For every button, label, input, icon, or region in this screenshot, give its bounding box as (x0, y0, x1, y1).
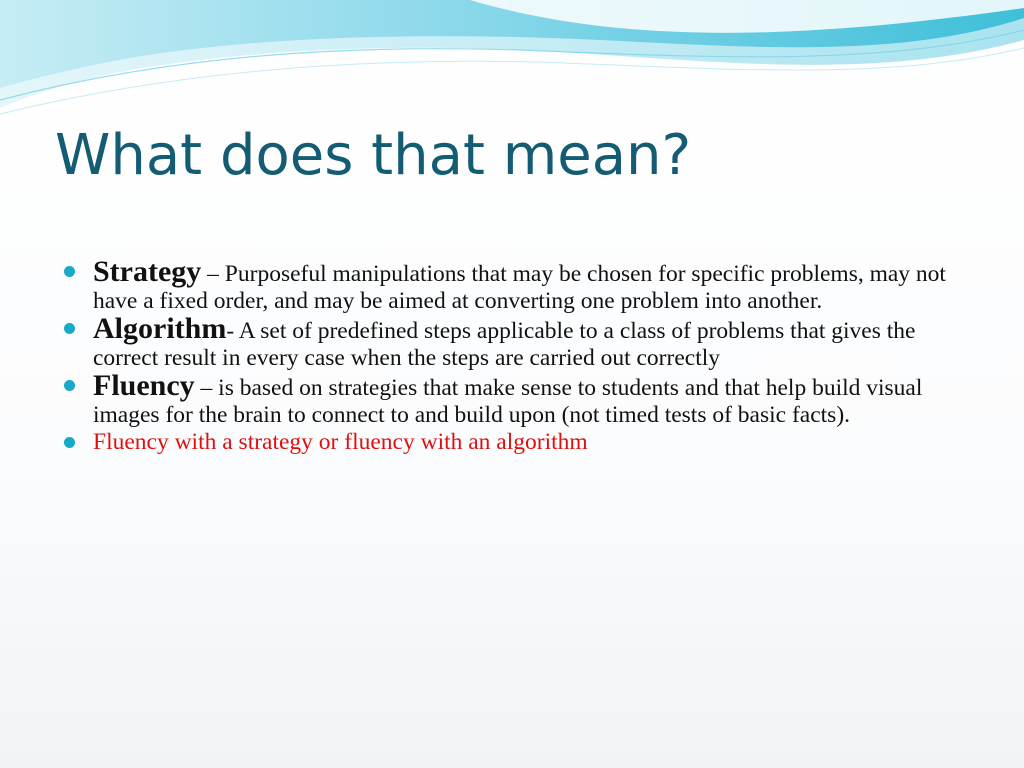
bullet-text: is based on strategies that make sense to students and that help build visual images for the brain to connect to and build upon (not timed tests of basic facts). (93, 375, 923, 428)
bullet-highlight (60, 429, 960, 456)
bullet-separator: – (201, 261, 225, 287)
bullet-separator: – (194, 375, 219, 401)
bullet-term: Strategy (93, 255, 202, 288)
bullet-marker-icon (64, 437, 75, 448)
bullet-text: Purposeful manipulations that may be chosen for specific problems, may not have a fixed order, and may be aimed at converting one problem into another. (93, 261, 946, 314)
bullet-algorithm (60, 312, 960, 372)
highlight-text: Fluency with a strategy or fluency with an algorithm (93, 429, 588, 455)
bullet-marker-icon (64, 380, 75, 391)
bullet-strategy (60, 255, 960, 315)
slide-title: What does that mean? (55, 123, 692, 188)
bullet-marker-icon (64, 266, 75, 277)
bullet-fluency (60, 369, 960, 429)
bullet-marker-icon (64, 323, 75, 334)
bullet-term: Fluency (93, 369, 195, 402)
bullet-text: A set of predefined steps applicable to a class of problems that gives the correct result in every case when the steps are carried out correctly (93, 318, 916, 371)
bullet-list (60, 255, 960, 456)
bullet-separator: - (226, 318, 239, 344)
decorative-wave-banner (0, 0, 1024, 130)
bullet-term: Algorithm (93, 312, 227, 345)
